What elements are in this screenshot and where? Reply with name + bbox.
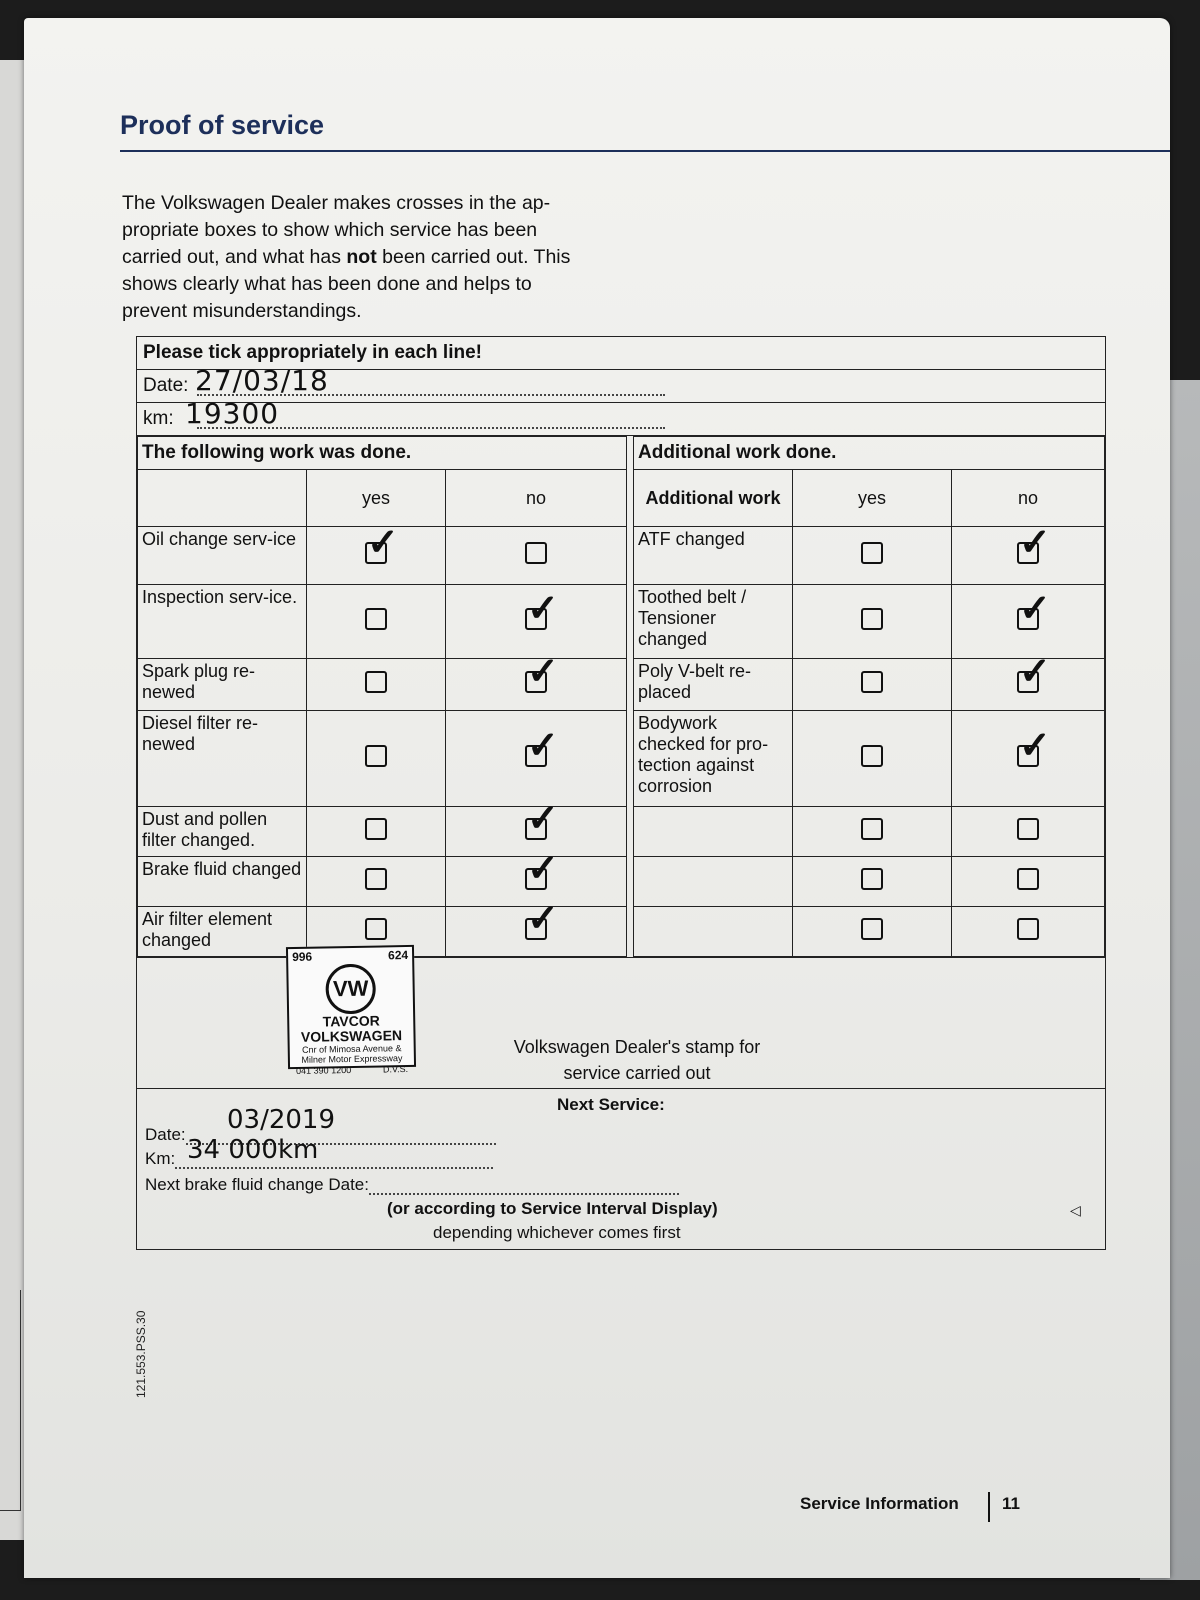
work-done-table — [137, 436, 627, 957]
additional-work-yes-checkbox[interactable] — [861, 608, 883, 630]
dealer-stamp — [286, 945, 416, 1076]
whichever-first-note: depending whichever comes first — [433, 1223, 681, 1242]
dealer-stamp-area — [137, 947, 1105, 1088]
additional-work-row — [634, 907, 1105, 957]
additional-work-no-checkbox[interactable] — [1017, 671, 1039, 693]
additional-work-yes-checkbox[interactable] — [861, 671, 883, 693]
footer-divider — [988, 1492, 990, 1522]
additional-work-row-label — [634, 807, 793, 857]
work-done-row — [138, 585, 627, 659]
km-handwritten[interactable]: 19300 — [185, 397, 280, 430]
additional-work-no-cell — [952, 659, 1105, 711]
triangle-marker-icon: ◁ — [1070, 1202, 1081, 1218]
work-done-yes-checkbox[interactable] — [365, 918, 387, 940]
next-service-section — [137, 1088, 1105, 1249]
service-form — [136, 336, 1106, 1250]
work-done-heading: The following work was done. — [138, 437, 627, 470]
title-rule — [120, 150, 1170, 152]
additional-work-yes-checkbox[interactable] — [861, 868, 883, 890]
work-done-row — [138, 527, 627, 585]
additional-work-no-cell — [952, 807, 1105, 857]
stamp-number-right: 624 — [387, 947, 409, 963]
stamp-initials: D.V.S. — [382, 1064, 409, 1075]
work-done-row-label: Inspection serv-ice. — [138, 585, 307, 659]
work-done-yes-cell — [307, 659, 446, 711]
stamp-phone: 041 390 1200 — [296, 1065, 352, 1076]
work-done-no-cell — [446, 659, 627, 711]
additional-work-yes-checkbox[interactable] — [861, 745, 883, 767]
stamp-dealer-1: TAVCOR — [322, 1012, 380, 1030]
work-done-yes-checkbox[interactable] — [365, 745, 387, 767]
next-km-handwritten[interactable]: 34 000km — [187, 1135, 319, 1165]
work-done-no-cell — [446, 907, 627, 957]
adjacent-page-box — [0, 1290, 21, 1511]
document-code: 121.553.PSS.30 — [134, 1310, 148, 1398]
vw-logo-icon: VW — [325, 964, 376, 1015]
additional-work-row — [634, 585, 1105, 659]
next-km-row — [145, 1149, 493, 1169]
km-row — [137, 397, 1105, 436]
work-done-no-cell — [446, 711, 627, 807]
work-done-row-label: Dust and pollen filter changed. — [138, 807, 307, 857]
next-date-handwritten[interactable]: 03/2019 — [227, 1105, 336, 1135]
yes-header: yes — [307, 470, 446, 527]
additional-no-header: no — [952, 470, 1105, 527]
work-done-no-cell — [446, 585, 627, 659]
intro-part-1: The Volkswagen Dealer makes crosses in the ap-propriate boxes to show which service has been carried out, and what has — [122, 192, 551, 268]
work-done-row-label: Diesel filter re-newed — [138, 711, 307, 807]
work-done-row — [138, 659, 627, 711]
footer-section-label: Service Information — [800, 1494, 959, 1513]
work-done-no-checkbox[interactable] — [525, 542, 547, 564]
additional-work-row — [634, 659, 1105, 711]
additional-work-row-label: Bodywork checked for pro-tection against corrosion — [634, 711, 793, 807]
work-done-no-checkbox[interactable] — [525, 868, 547, 890]
brake-fluid-label: Next brake fluid change Date: — [145, 1175, 369, 1194]
additional-work-no-checkbox[interactable] — [1017, 868, 1039, 890]
stamp-address-1: Cnr of Mimosa Avenue & — [301, 1043, 402, 1055]
additional-work-no-cell — [952, 907, 1105, 957]
work-done-yes-cell — [307, 807, 446, 857]
work-tables — [137, 436, 1105, 957]
additional-work-heading: Additional work done. — [634, 437, 1105, 470]
intro-part-2: been carried out. This shows clearly what has been done and helps to prevent misunderstandings. — [122, 246, 571, 322]
additional-work-yes-cell — [793, 585, 952, 659]
additional-work-yes-cell — [793, 857, 952, 907]
stamp-caption: Volkswagen Dealer's stamp for service carried out — [513, 1037, 761, 1083]
additional-work-no-checkbox[interactable] — [1017, 608, 1039, 630]
work-done-yes-checkbox[interactable] — [365, 608, 387, 630]
work-done-no-checkbox[interactable] — [525, 671, 547, 693]
page-title: Proof of service — [120, 110, 325, 140]
intro-text — [122, 190, 602, 325]
additional-work-row-label — [634, 907, 793, 957]
additional-work-yes-checkbox[interactable] — [861, 918, 883, 940]
work-done-no-checkbox[interactable] — [525, 918, 547, 940]
work-done-row-label: Brake fluid changed — [138, 857, 307, 907]
work-done-yes-checkbox[interactable] — [365, 818, 387, 840]
brake-fluid-row — [145, 1175, 679, 1195]
additional-work-table — [633, 436, 1105, 957]
work-done-row-label: Oil change serv-ice — [138, 527, 307, 585]
work-done-no-checkbox[interactable] — [525, 818, 547, 840]
work-done-yes-checkbox[interactable] — [365, 542, 387, 564]
next-km-label: Km: — [145, 1149, 176, 1168]
next-km-dots — [175, 1167, 493, 1169]
additional-work-no-cell — [952, 857, 1105, 907]
next-date-label: Date: — [145, 1125, 186, 1144]
date-handwritten[interactable]: 27/03/18 — [195, 364, 329, 397]
next-service-heading: Next Service: — [557, 1095, 665, 1114]
additional-work-no-checkbox[interactable] — [1017, 542, 1039, 564]
additional-work-no-checkbox[interactable] — [1017, 918, 1039, 940]
additional-work-row-label: Poly V-belt re-placed — [634, 659, 793, 711]
additional-work-yes-cell — [793, 659, 952, 711]
date-row — [137, 364, 1105, 403]
brake-fluid-dots — [369, 1193, 679, 1195]
booklet-page — [24, 18, 1170, 1578]
work-done-row — [138, 711, 627, 807]
additional-work-yes-cell — [793, 907, 952, 957]
additional-work-row-label: ATF changed — [634, 527, 793, 585]
additional-work-header: Additional work — [634, 470, 793, 527]
work-done-yes-cell — [307, 527, 446, 585]
additional-work-yes-cell — [793, 807, 952, 857]
additional-work-row — [634, 807, 1105, 857]
additional-work-row-label: Toothed belt / Tensioner changed — [634, 585, 793, 659]
additional-work-no-cell — [952, 711, 1105, 807]
page-number: 11 — [1002, 1494, 1020, 1513]
additional-work-row — [634, 857, 1105, 907]
work-done-yes-cell — [307, 585, 446, 659]
additional-work-yes-checkbox[interactable] — [861, 542, 883, 564]
additional-work-no-cell — [952, 527, 1105, 585]
additional-work-yes-cell — [793, 527, 952, 585]
additional-work-no-cell — [952, 585, 1105, 659]
stamp-number-left: 996 — [291, 949, 313, 965]
additional-work-no-checkbox[interactable] — [1017, 745, 1039, 767]
work-done-yes-cell — [307, 711, 446, 807]
additional-work-row — [634, 711, 1105, 807]
stamp-address-2: Milner Motor Expressway — [301, 1053, 403, 1065]
work-done-yes-cell — [307, 857, 446, 907]
work-done-row-label: Spark plug re-newed — [138, 659, 307, 711]
work-done-yes-checkbox[interactable] — [365, 868, 387, 890]
stamp-dealer-2: VOLKSWAGEN — [300, 1027, 403, 1045]
work-done-no-checkbox[interactable] — [525, 745, 547, 767]
intro-bold: not — [346, 246, 377, 268]
work-done-yes-checkbox[interactable] — [365, 671, 387, 693]
additional-work-yes-checkbox[interactable] — [861, 818, 883, 840]
additional-work-row — [634, 527, 1105, 585]
additional-work-row-label — [634, 857, 793, 907]
instruction-text: Please tick appropriately in each line! — [143, 342, 482, 363]
additional-work-no-checkbox[interactable] — [1017, 818, 1039, 840]
no-header: no — [446, 470, 627, 527]
additional-work-yes-cell — [793, 711, 952, 807]
date-label: Date: — [143, 375, 189, 396]
work-done-no-cell — [446, 527, 627, 585]
km-label: km: — [143, 408, 174, 429]
work-done-no-checkbox[interactable] — [525, 608, 547, 630]
work-label-header — [138, 470, 307, 527]
work-done-row-label: Air filter element changed — [138, 907, 307, 957]
additional-yes-header: yes — [793, 470, 952, 527]
service-interval-note: (or according to Service Interval Display) — [387, 1199, 718, 1218]
